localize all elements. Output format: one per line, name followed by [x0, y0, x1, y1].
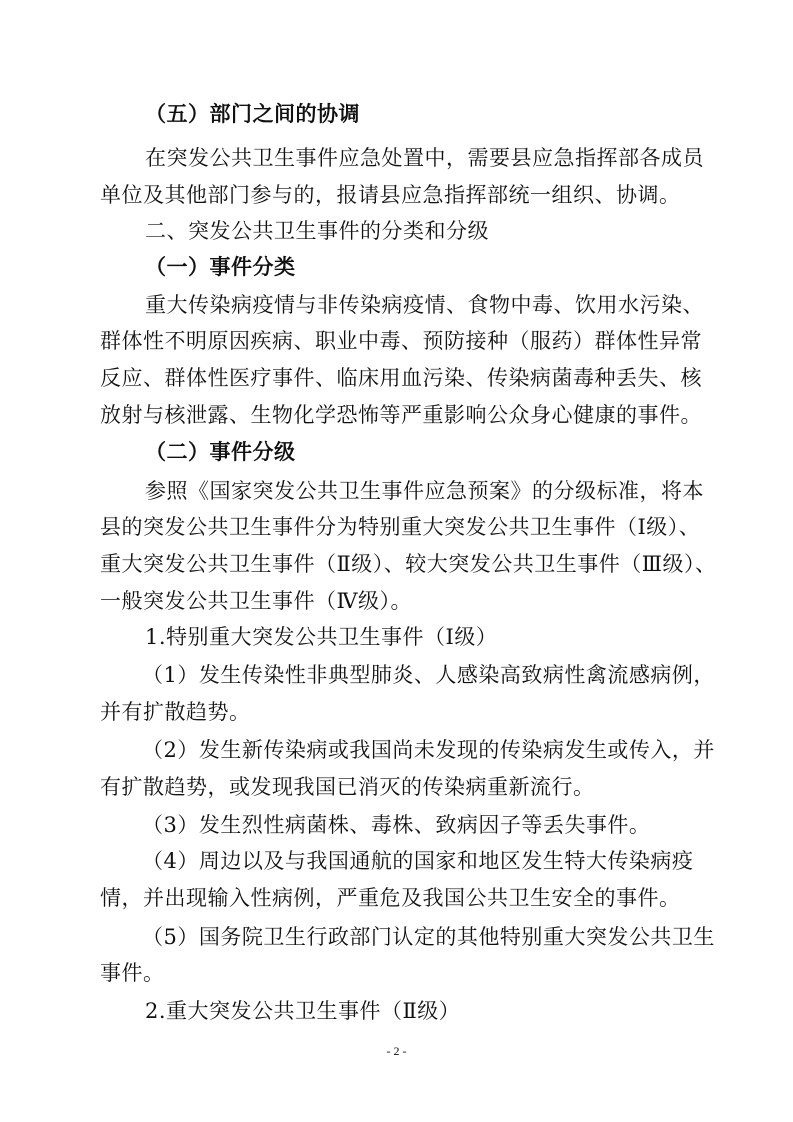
level-heading-1: 1.特别重大突发公共卫生事件（Ⅰ级）	[145, 625, 498, 649]
list-item-line: 有扩散趋势，或发现我国已消灭的传染病重新流行。	[100, 775, 595, 799]
paragraph-line: 一般突发公共卫生事件（Ⅳ级）。	[100, 589, 412, 613]
paragraph-line: 放射与核泄露、生物化学恐怖等严重影响公众身心健康的事件。	[100, 403, 702, 427]
list-item-line: （3）发生烈性病菌株、毒株、致病因子等丢失事件。	[142, 813, 651, 837]
list-item-line: （1）发生传染性非典型肺炎、人感染高致病性禽流感病例，	[142, 663, 715, 687]
level-heading-2: 2.重大突发公共卫生事件（Ⅱ级）	[145, 999, 461, 1023]
list-item-line: 情，并出现输入性病例，严重危及我国公共卫生安全的事件。	[100, 886, 681, 910]
page-number: - 2 -	[386, 1044, 407, 1058]
subsection-heading-grading: （二）事件分级	[145, 439, 296, 464]
paragraph-line: 反应、群体性医疗事件、临床用血污染、传染病菌毒种丢失、核	[100, 366, 702, 390]
list-item-line: 事件。	[100, 961, 165, 985]
paragraph-line: 县的突发公共卫生事件分为特别重大突发公共卫生事件（Ⅰ级）、	[100, 515, 701, 539]
section-heading-coordination: （五）部门之间的协调	[145, 101, 360, 126]
subsection-heading-classification: （一）事件分类	[145, 254, 296, 279]
paragraph-line: 在突发公共卫生事件应急处置中，需要县应急指挥部各成员	[145, 146, 704, 170]
paragraph-line: 单位及其他部门参与的，报请县应急指挥部统一组织、协调。	[100, 183, 681, 207]
list-item-line: （5）国务院卫生行政部门认定的其他特别重大突发公共卫生	[142, 925, 715, 949]
list-item-line: （4）周边以及与我国通航的国家和地区发生特大传染病疫	[142, 849, 694, 873]
part-heading-classification: 二、突发公共卫生事件的分类和分级	[145, 219, 489, 243]
paragraph-line: 重大传染病疫情与非传染病疫情、食物中毒、饮用水污染、	[145, 293, 704, 317]
paragraph-line: 重大突发公共卫生事件（Ⅱ级）、较大突发公共卫生事件（Ⅲ级）、	[100, 552, 717, 576]
paragraph-line: 群体性不明原因疾病、职业中毒、预防接种（服药）群体性异常	[100, 329, 702, 353]
list-item-line: 并有扩散趋势。	[100, 700, 251, 724]
paragraph-line: 参照《国家突发公共卫生事件应急预案》的分级标准，将本	[145, 479, 704, 503]
list-item-line: （2）发生新传染病或我国尚未发现的传染病发生或传入，并	[142, 738, 715, 762]
